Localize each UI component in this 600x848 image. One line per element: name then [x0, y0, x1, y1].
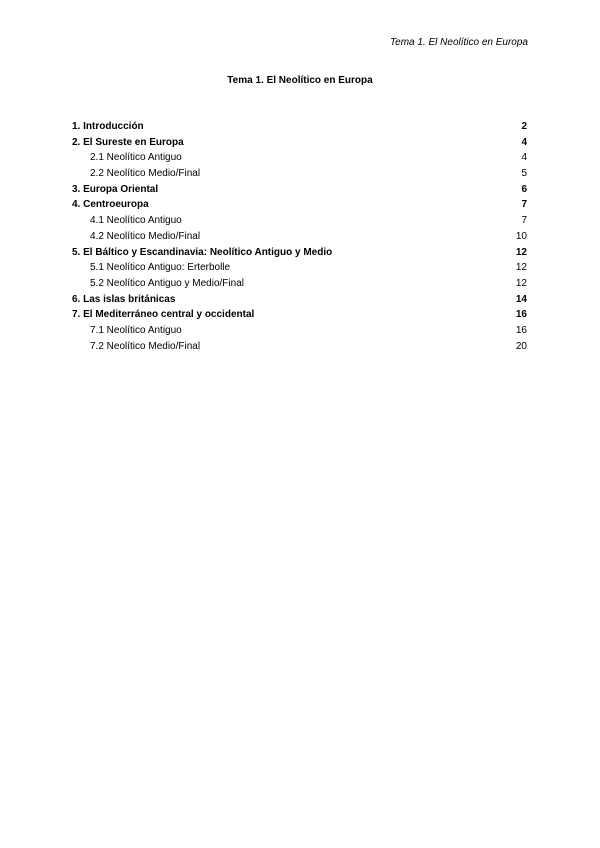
- toc-entry-label: 4.2 Neolítico Medio/Final: [90, 230, 201, 242]
- toc-entry-page: 16: [515, 324, 527, 336]
- toc-entry-4[interactable]: [72, 197, 527, 213]
- toc-entry-4-2[interactable]: [72, 229, 527, 245]
- toc-entry-page: 6: [521, 183, 527, 195]
- toc-entry-page: 4: [521, 152, 527, 164]
- toc-entry-4-1[interactable]: [72, 213, 527, 229]
- toc-entry-label: 4.1 Neolítico Antiguo: [90, 215, 182, 227]
- toc-entry-page: 7: [521, 215, 527, 227]
- toc-entry-6[interactable]: [72, 292, 527, 308]
- table-of-contents: [72, 119, 527, 354]
- toc-entry-label: 5.2 Neolítico Antiguo y Medio/Final: [90, 277, 244, 289]
- toc-entry-label: 4. Centroeuropa: [72, 199, 149, 211]
- toc-entry-label: 2.2 Neolítico Medio/Final: [90, 168, 201, 180]
- toc-entry-page: 12: [515, 262, 527, 274]
- page-title: Tema 1. El Neolítico en Europa: [227, 75, 373, 86]
- toc-entry-label: 1. Introducción: [72, 121, 144, 132]
- toc-entry-2[interactable]: [72, 135, 527, 151]
- toc-entry-label: 7. El Mediterráneo central y occidental: [72, 309, 255, 321]
- toc-entry-label: 2.1 Neolítico Antiguo: [90, 152, 182, 164]
- toc-entry-label: 6. Las islas británicas: [72, 293, 176, 305]
- toc-entry-5-2[interactable]: [72, 276, 527, 292]
- toc-entry-1[interactable]: [72, 119, 527, 135]
- toc-entry-label: 7.1 Neolítico Antiguo: [90, 324, 182, 336]
- toc-entry-7-1[interactable]: [72, 323, 527, 339]
- toc-entry-page: 20: [515, 340, 527, 352]
- toc-entry-label: 2. El Sureste en Europa: [72, 136, 184, 148]
- toc-entry-page: 12: [515, 246, 527, 258]
- toc-entry-page: 14: [515, 293, 527, 305]
- toc-entry-page: 7: [521, 199, 527, 211]
- toc-entry-2-2[interactable]: [72, 166, 527, 182]
- toc-entry-3[interactable]: [72, 182, 527, 198]
- toc-entry-7[interactable]: [72, 307, 527, 323]
- toc-entry-page: 16: [515, 309, 527, 321]
- toc-entry-page: 2: [521, 121, 527, 132]
- toc-entry-label: 5.1 Neolítico Antiguo: Erterbolle: [90, 262, 231, 274]
- toc-entry-page: 4: [521, 136, 527, 148]
- toc-entry-5-1[interactable]: [72, 260, 527, 276]
- toc-entry-page: 10: [515, 230, 527, 242]
- toc-entry-label: 3. Europa Oriental: [72, 183, 159, 195]
- toc-entry-2-1[interactable]: [72, 150, 527, 166]
- running-header: Tema 1. El Neolítico en Europa: [389, 37, 528, 48]
- toc-entry-label: 7.2 Neolítico Medio/Final: [90, 340, 201, 352]
- toc-entry-7-2[interactable]: [72, 339, 527, 355]
- toc-entry-label: 5. El Báltico y Escandinavia: Neolítico Antiguo y Medio: [72, 246, 333, 258]
- toc-entry-page: 5: [521, 168, 527, 180]
- toc-entry-page: 12: [515, 277, 527, 289]
- toc-entry-5[interactable]: [72, 245, 527, 261]
